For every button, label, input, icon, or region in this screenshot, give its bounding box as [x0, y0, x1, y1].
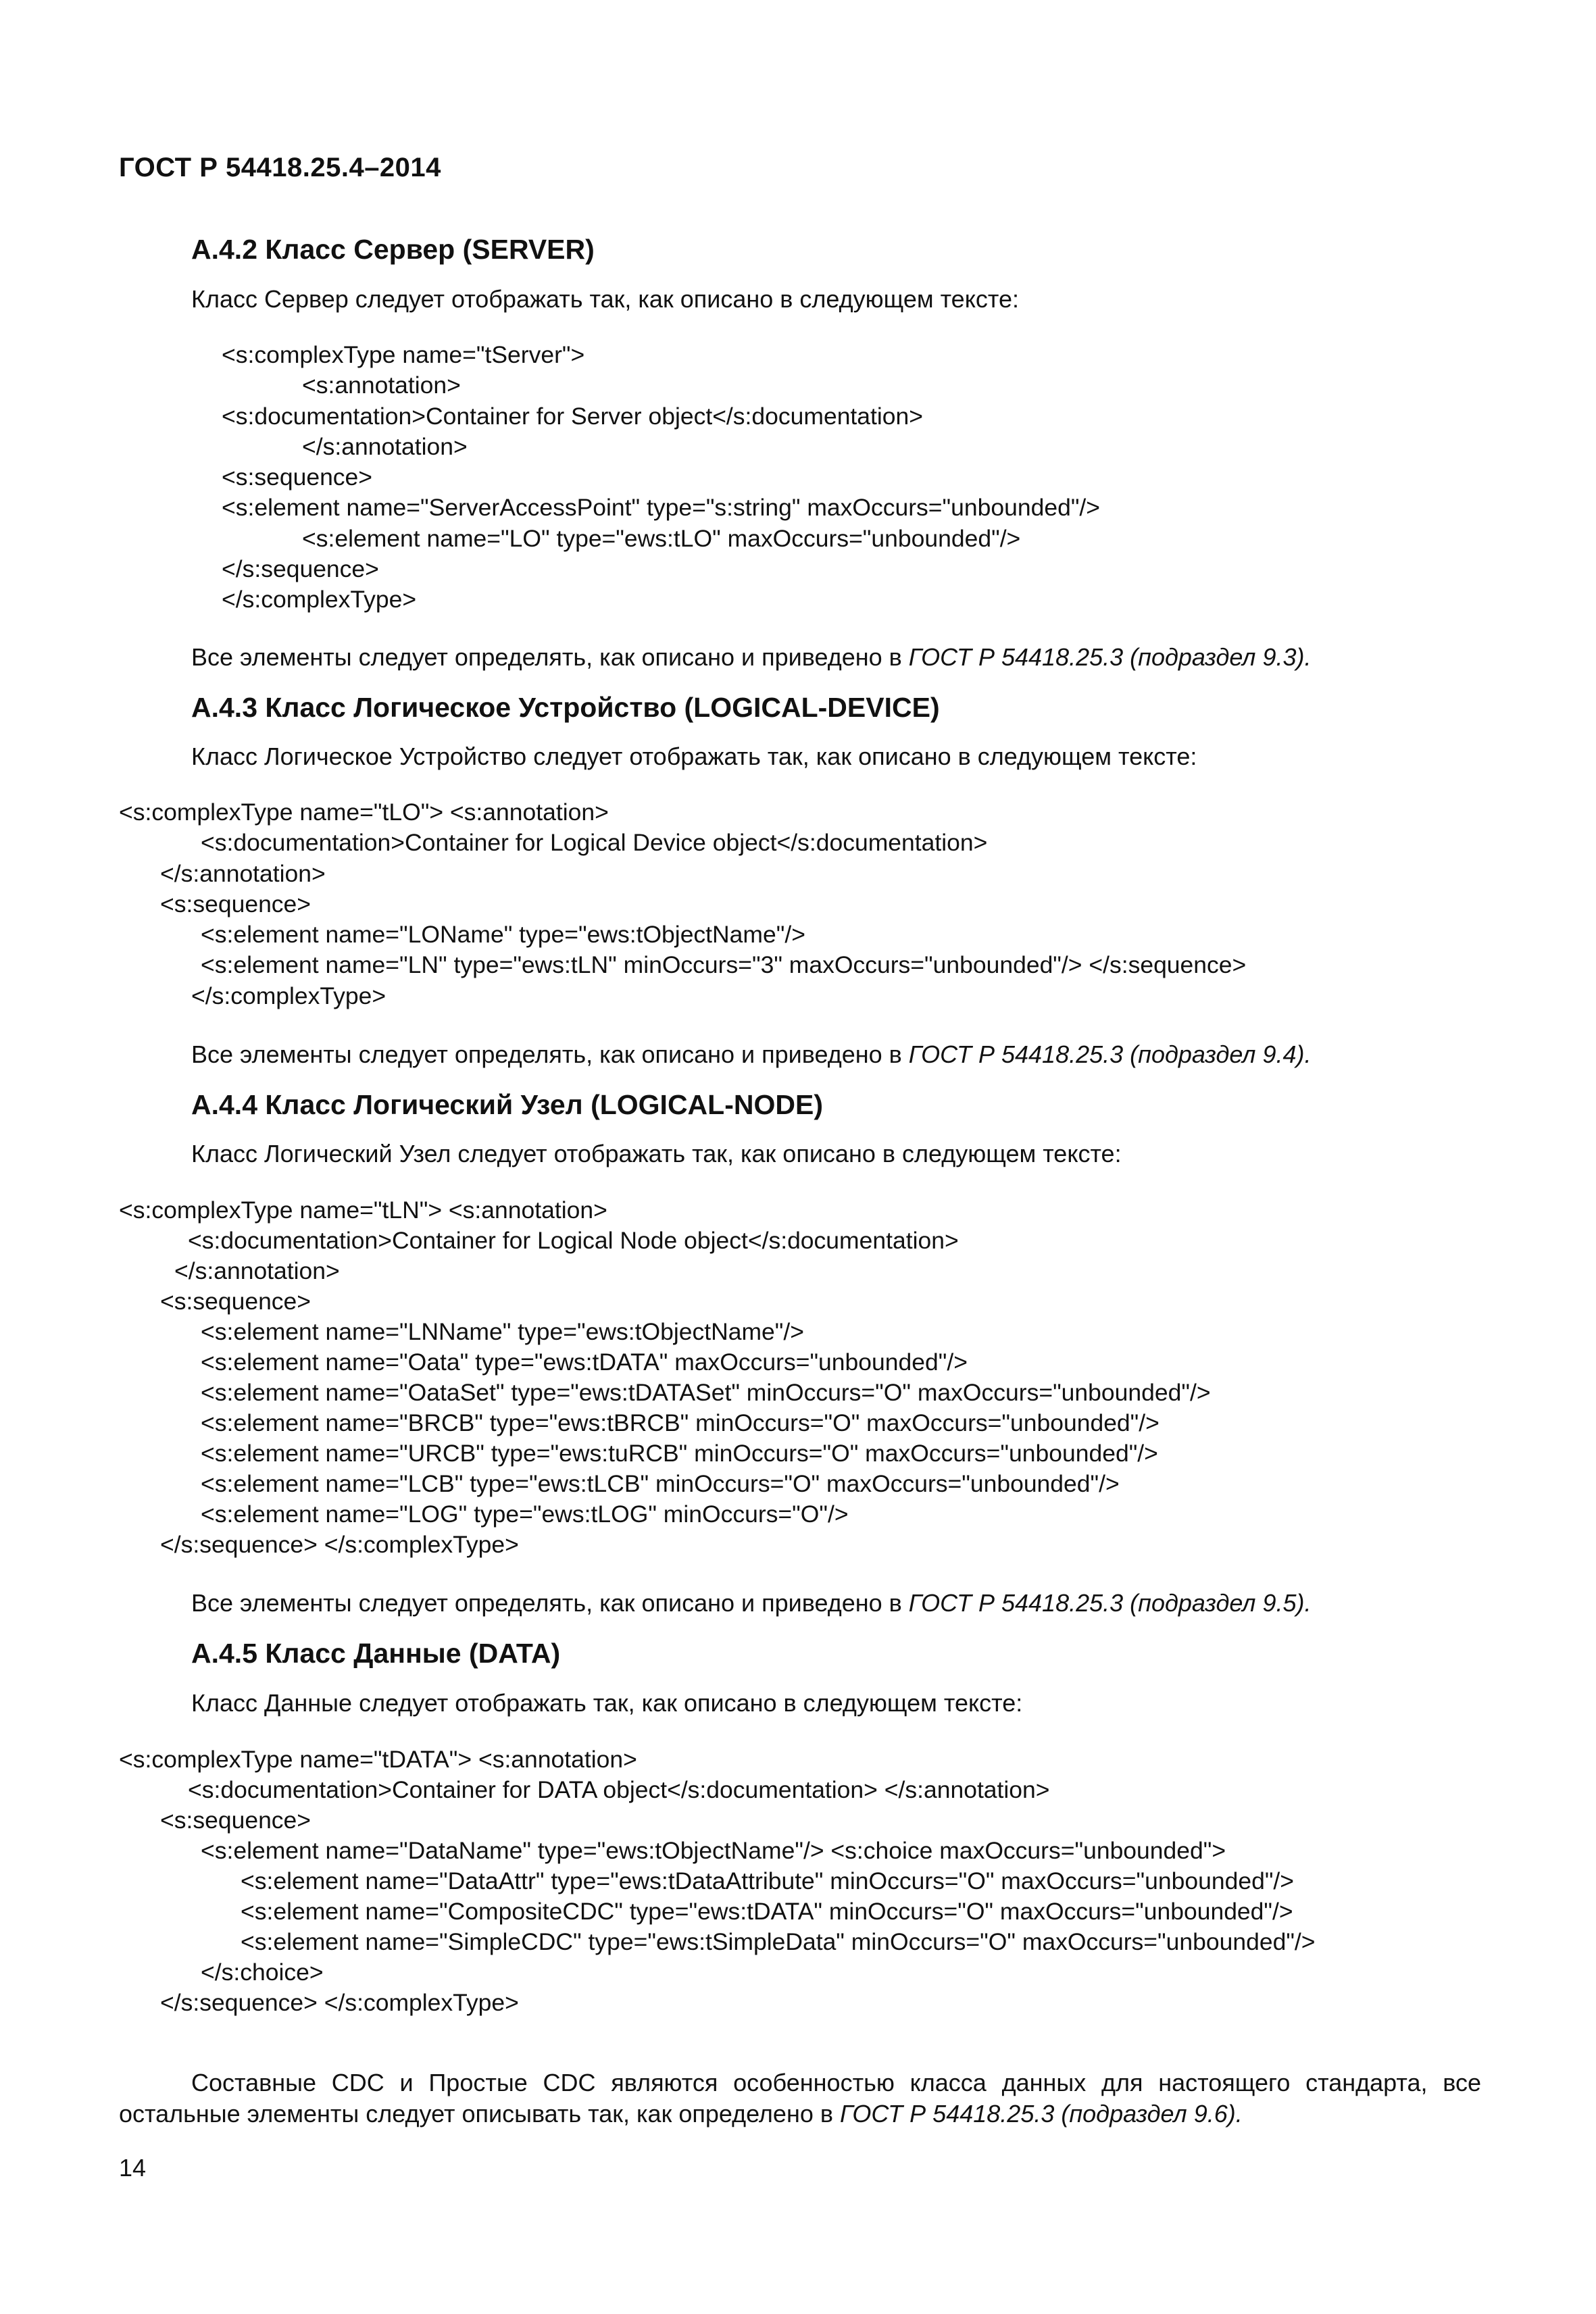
note-text: Все элементы следует определять, как описано и приведено в: [191, 1589, 909, 1617]
section-note-logical-device: [191, 1040, 1312, 1069]
code-line: <s:element name="LOG" type="ews:tLOG" minOccurs="O"/>: [201, 1501, 849, 1528]
code-line: <s:element name="LO" type="ews:tLO" maxOccurs="unbounded"/>: [302, 525, 1021, 552]
code-line: <s:complexType name="tServer">: [222, 341, 585, 368]
code-line: <s:complexType name="tLN"> <s:annotation>: [119, 1197, 607, 1224]
code-line: <s:documentation>Container for Logical Device object</s:documentation>: [201, 829, 988, 856]
section-intro-logical-device: Класс Логическое Устройство следует отображать так, как описано в следующем тексте:: [191, 743, 1197, 770]
section-title-data: А.4.5 Класс Данные (DATA): [191, 1638, 561, 1669]
code-line: </s:sequence> </s:complexType>: [160, 1989, 519, 2016]
code-line: <s:element name="DataAttr" type="ews:tDataAttribute" minOccurs="O" maxOccurs="unbounded"/>: [241, 1867, 1295, 1894]
section-title-server: А.4.2 Класс Сервер (SERVER): [191, 234, 595, 265]
standard-reference: ГОСТ Р 54418.25.3 (подраздел 9.3).: [908, 643, 1312, 671]
code-line: <s:sequence>: [160, 1288, 311, 1315]
document-header: ГОСТ Р 54418.25.4–2014: [119, 153, 441, 182]
code-line: <s:element name="Oata" type="ews:tDATA" maxOccurs="unbounded"/>: [201, 1349, 968, 1376]
code-line: <s:documentation>Container for Server object</s:documentation>: [222, 403, 924, 430]
code-line: <s:element name="ServerAccessPoint" type="s:string" maxOccurs="unbounded"/>: [222, 494, 1101, 521]
standard-reference: ГОСТ Р 54418.25.3 (подраздел 9.4).: [908, 1040, 1312, 1068]
code-line: </s:sequence>: [222, 555, 379, 582]
section-title-logical-node: А.4.4 Класс Логический Узел (LOGICAL-NODE): [191, 1089, 823, 1120]
code-line: <s:element name="CompositeCDC" type="ews:tDATA" minOccurs="O" maxOccurs="unbounded"/>: [241, 1898, 1293, 1925]
code-line: <s:element name="LN" type="ews:tLN" minOccurs="3" maxOccurs="unbounded"/> </s:sequence>: [201, 951, 1247, 978]
code-line: </s:sequence> </s:complexType>: [160, 1531, 519, 1558]
standard-reference: ГОСТ Р 54418.25.3 (подраздел 9.5).: [908, 1589, 1312, 1617]
code-line: </s:annotation>: [302, 433, 468, 460]
section-intro-data: Класс Данные следует отображать так, как описано в следующем тексте:: [191, 1689, 1023, 1717]
section-intro-logical-node: Класс Логический Узел следует отображать так, как описано в следующем тексте:: [191, 1140, 1122, 1167]
closing-paragraph: [119, 2067, 1481, 2130]
code-line: </s:annotation>: [174, 1257, 340, 1284]
section-note-server: [191, 643, 1312, 672]
code-line: <s:element name="DataName" type="ews:tObjectName"/> <s:choice maxOccurs="unbounded">: [201, 1837, 1226, 1864]
standard-reference: ГОСТ Р 54418.25.3 (подраздел 9.6).: [839, 2100, 1243, 2128]
code-line: </s:choice>: [201, 1959, 324, 1986]
code-line: <s:complexType name="tDATA"> <s:annotation>: [119, 1746, 637, 1773]
code-line: <s:element name="LCB" type="ews:tLCB" minOccurs="O" maxOccurs="unbounded"/>: [201, 1470, 1120, 1497]
code-line: <s:element name="LNName" type="ews:tObjectName"/>: [201, 1318, 804, 1345]
code-line: <s:element name="SimpleCDC" type="ews:tSimpleData" minOccurs="O" maxOccurs="unbounded"/>: [241, 1928, 1316, 1955]
code-line: <s:element name="LOName" type="ews:tObjectName"/>: [201, 921, 805, 948]
code-line: <s:documentation>Container for DATA object</s:documentation> </s:annotation>: [188, 1776, 1050, 1803]
code-line: <s:sequence>: [222, 463, 373, 491]
code-line: <s:element name="URCB" type="ews:tuRCB" minOccurs="O" maxOccurs="unbounded"/>: [201, 1440, 1158, 1467]
section-intro-server: Класс Сервер следует отображать так, как описано в следующем тексте:: [191, 285, 1019, 313]
code-line: <s:documentation>Container for Logical Node object</s:documentation>: [188, 1227, 959, 1254]
section-note-logical-node: [191, 1589, 1312, 1617]
paragraph-text: Составные CDC и Простые CDC являются особенностью класса данных для настоящего стандарта, все остальные элементы следует описывать так, как определено в: [119, 2069, 1481, 2128]
code-line: <s:complexType name="tLO"> <s:annotation>: [119, 799, 609, 826]
code-line: <s:sequence>: [160, 1807, 311, 1834]
code-line: </s:complexType>: [191, 982, 386, 1009]
code-line: <s:element name="BRCB" type="ews:tBRCB" minOccurs="O" maxOccurs="unbounded"/>: [201, 1409, 1159, 1436]
code-line: <s:annotation>: [302, 372, 461, 399]
code-line: <s:element name="OataSet" type="ews:tDATASet" minOccurs="O" maxOccurs="unbounded"/>: [201, 1379, 1211, 1406]
page-number: 14: [119, 2154, 147, 2182]
code-line: </s:annotation>: [160, 860, 326, 887]
note-text: Все элементы следует определять, как описано и приведено в: [191, 643, 909, 671]
note-text: Все элементы следует определять, как описано и приведено в: [191, 1040, 909, 1068]
code-line: </s:complexType>: [222, 586, 417, 613]
code-line: <s:sequence>: [160, 890, 311, 917]
section-title-logical-device: А.4.3 Класс Логическое Устройство (LOGICAL-DEVICE): [191, 692, 940, 723]
